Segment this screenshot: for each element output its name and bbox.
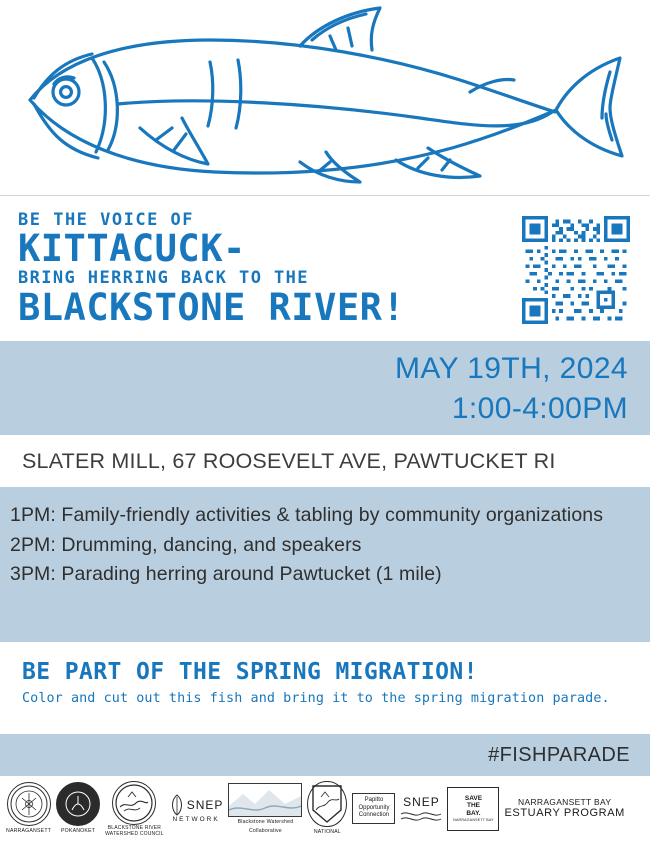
logo-line-4: NARRAGANSETT BAY [453,818,494,823]
national-park-service-logo [307,779,347,839]
logo-caption: Blackstone Watershed [237,819,294,826]
headline-title-river: BLACKSTONE RIVER! [18,286,406,330]
save-the-bay-logo [447,779,499,839]
headline-title-main: KITTACUCK- [18,227,246,271]
blackstone-watershed-collaborative-logo [228,779,302,839]
schedule-item: 2PM: Drumming, dancing, and speakers [10,533,362,556]
logo-line-1: Papitto [364,797,384,804]
papitto-opportunity-connection-logo [352,779,395,839]
schedule-item: 1PM: Family-friendly activities & tabling by community organizations [10,504,604,526]
schedule-section [0,487,650,642]
logo-line-1: SAVE [464,794,483,802]
watershed-council-icon [112,781,156,825]
logo-line-2: THE [466,802,480,810]
logo-line-2: Opportunity [358,804,390,811]
narragansett-seal-icon [7,782,51,826]
location-section [0,435,650,487]
date-section [0,341,650,435]
blackstone-river-watershed-council-logo [105,779,164,839]
logo-caption: POKANOKET [61,828,96,835]
pokanoket-tribe-logo [56,779,100,839]
hashtag: #FISHPARADE [488,743,630,766]
snep-leaf-icon [169,794,185,816]
save-the-bay-wordmark [447,787,499,831]
logo-line-1: NARRAGANSETT BAY [518,796,612,807]
papitto-wordmark [352,793,395,824]
headline-text-group [18,210,518,330]
logo-caption-sub: NETWORK [172,816,220,823]
cta-heading: BE PART OF THE SPRING MIGRATION! [22,659,478,685]
logo-caption: SNEP [186,798,224,812]
snep-logo [400,779,442,839]
event-date: MAY 19TH, 2024 [395,352,628,385]
narragansett-bay-estuary-program-logo [504,779,624,839]
logo-caption: SNEP [403,794,440,809]
event-location: SLATER MILL, 67 ROOSEVELT AVE, PAWTUCKET RI [22,448,556,473]
event-time: 1:00-4:00PM [451,391,628,425]
headline-section [0,196,650,341]
logo-caption: NATIONAL [313,829,342,836]
schedule-item: 3PM: Parading herring around Pawtucket (1 mile) [10,563,442,586]
logo-line-2: ESTUARY PROGRAM [504,807,625,819]
pokanoket-seal-icon [56,782,100,826]
fish-illustration [0,0,650,196]
snep-waves-icon [400,809,442,823]
sponsor-logo-bar [0,776,650,841]
call-to-action-section [0,642,650,734]
logo-line-3: Connection [358,812,390,819]
headline-title-sub: BRING HERRING BACK TO THE [18,268,309,289]
cta-subtext: Color and cut out this fish and bring it to the spring migration parade. [22,690,610,706]
narragansett-indian-tribe-logo [6,779,51,839]
logo-caption-sub: WATERSHED COUNCIL [105,830,164,837]
nps-arrowhead-icon [307,781,347,827]
logo-caption: NARRAGANSETT [6,828,52,835]
collaborative-landscape-icon [228,783,302,817]
hashtag-section [0,734,650,776]
logo-line-3: BAY. [466,810,481,818]
logo-caption: BLACKSTONE RIVER [107,824,162,831]
snep-network-logo [169,779,224,839]
qr-code[interactable] [522,216,630,324]
headline-kicker: BE THE VOICE OF [18,210,195,230]
logo-caption-sub: Collaborative [248,827,282,834]
